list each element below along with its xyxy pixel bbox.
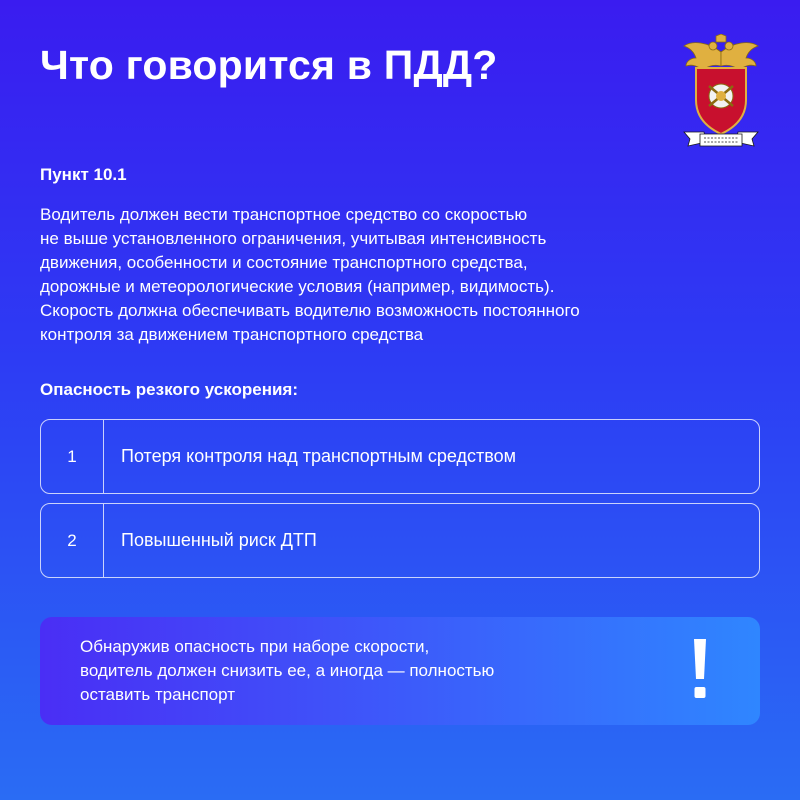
danger-number: 1 [41,420,104,493]
danger-item [40,503,760,578]
note-line: Обнаружив опасность при наборе скорости, [80,637,430,656]
rule-label: Пункт 10.1 [40,165,127,184]
rule-line: движения, особенности и состояние транспортного средства, [40,253,528,272]
rule-line: дорожные и метеорологические условия (например, видимость). [40,277,555,296]
danger-text: Повышенный риск ДТП [121,530,317,550]
danger-text: Потеря контроля над транспортным средством [121,446,516,466]
note-line: оставить транспорт [80,685,236,704]
rule-text [40,203,770,347]
rule-line: не выше установленного ограничения, учитывая интенсивность [40,229,547,248]
note-text [80,635,494,707]
exclamation-icon [685,635,715,705]
rule-line: Скорость должна обеспечивать водителю возможность постоянного [40,301,580,320]
danger-number: 2 [41,504,104,577]
danger-item [40,419,760,494]
police-emblem-icon [680,34,762,152]
rule-line: контроля за движением транспортного средства [40,325,424,344]
warning-note [40,617,760,725]
page-title: Что говорится в ПДД? [40,42,498,88]
dangers-heading: Опасность резкого ускорения: [40,380,298,399]
note-line: водитель должен снизить ее, а иногда — полностью [80,661,495,680]
rule-line: Водитель должен вести транспортное средство со скоростью [40,205,528,224]
